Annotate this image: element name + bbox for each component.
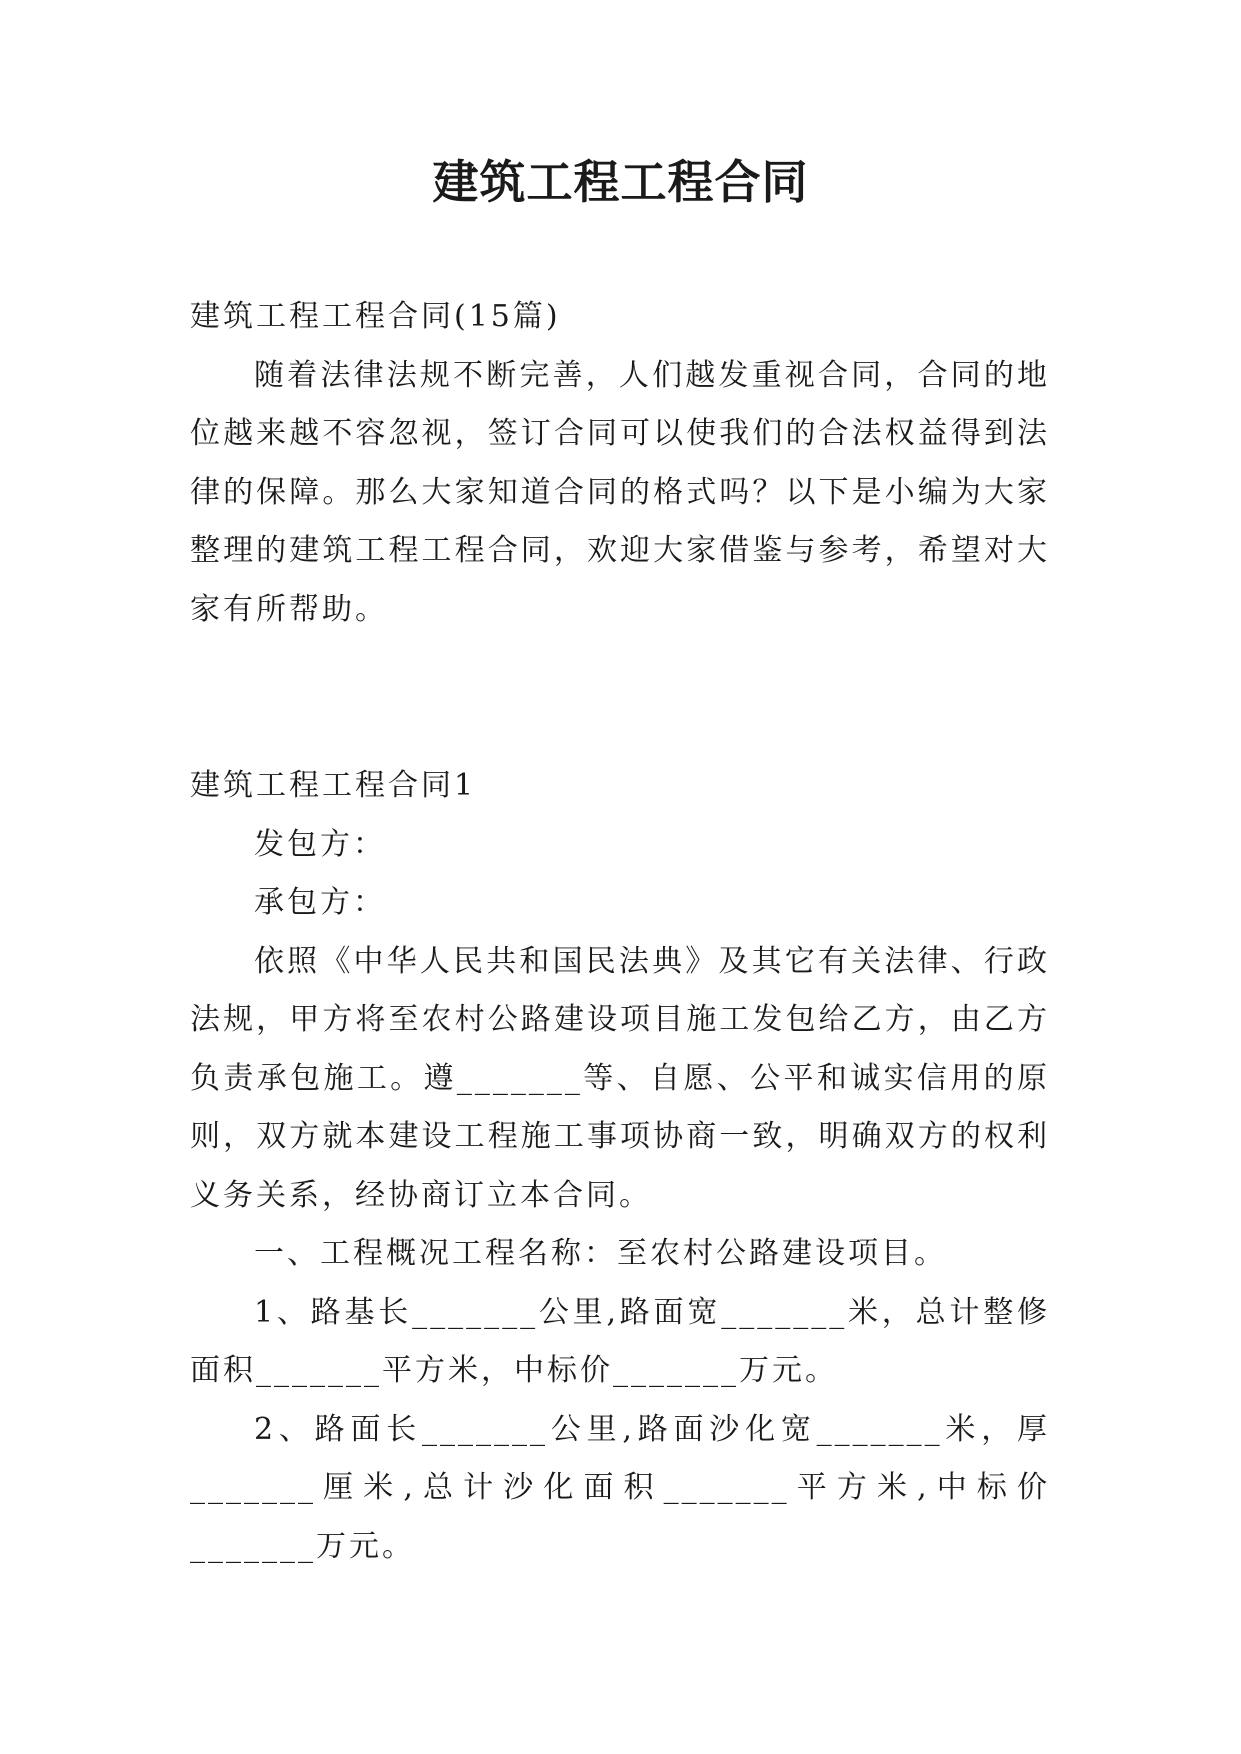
party-a-line: 发包方： [254, 826, 386, 862]
clause-1-item-1: 1、路基长_______公里,路面宽_______米，总计整修面积_______平方米，中标价_______万元。 [190, 1294, 1050, 1388]
party-b-line: 承包方： [254, 885, 386, 920]
section-heading: 建筑工程工程合同1 [190, 768, 477, 803]
document-subtitle: 建筑工程工程合同(15篇) [190, 299, 561, 334]
document-body [190, 288, 1050, 1576]
section-spacer [190, 639, 1050, 757]
clause-1-item-2: 2、路面长_______公里,路面沙化宽_______米，厚_______厘米,总计沙化面积_______平方米,中标价_______万元。 [190, 1411, 1050, 1564]
intro-paragraph: 随着法律法规不断完善，人们越发重视合同，合同的地位越来越不容忽视，签订合同可以使我们的合法权益得到法律的保障。那么大家知道合同的格式吗？以下是小编为大家整理的建筑工程工程合同，欢迎大家借鉴与参考，希望对大家有所帮助。 [190, 357, 1050, 627]
clause-basis-paragraph: 依照《中华人民共和国民法典》及其它有关法律、行政法规，甲方将至农村公路建设项目施工发包给乙方，由乙方负责承包施工。遵_______等、自愿、公平和诚实信用的原则，双方就本建设工程施工事项协商一致，明确双方的权利义务关系，经协商订立本合同。 [190, 943, 1050, 1213]
document-title: 建筑工程工程合同 [432, 155, 809, 209]
clause-1-heading: 一、工程概况工程名称：至农村公路建设项目。 [254, 1236, 947, 1271]
